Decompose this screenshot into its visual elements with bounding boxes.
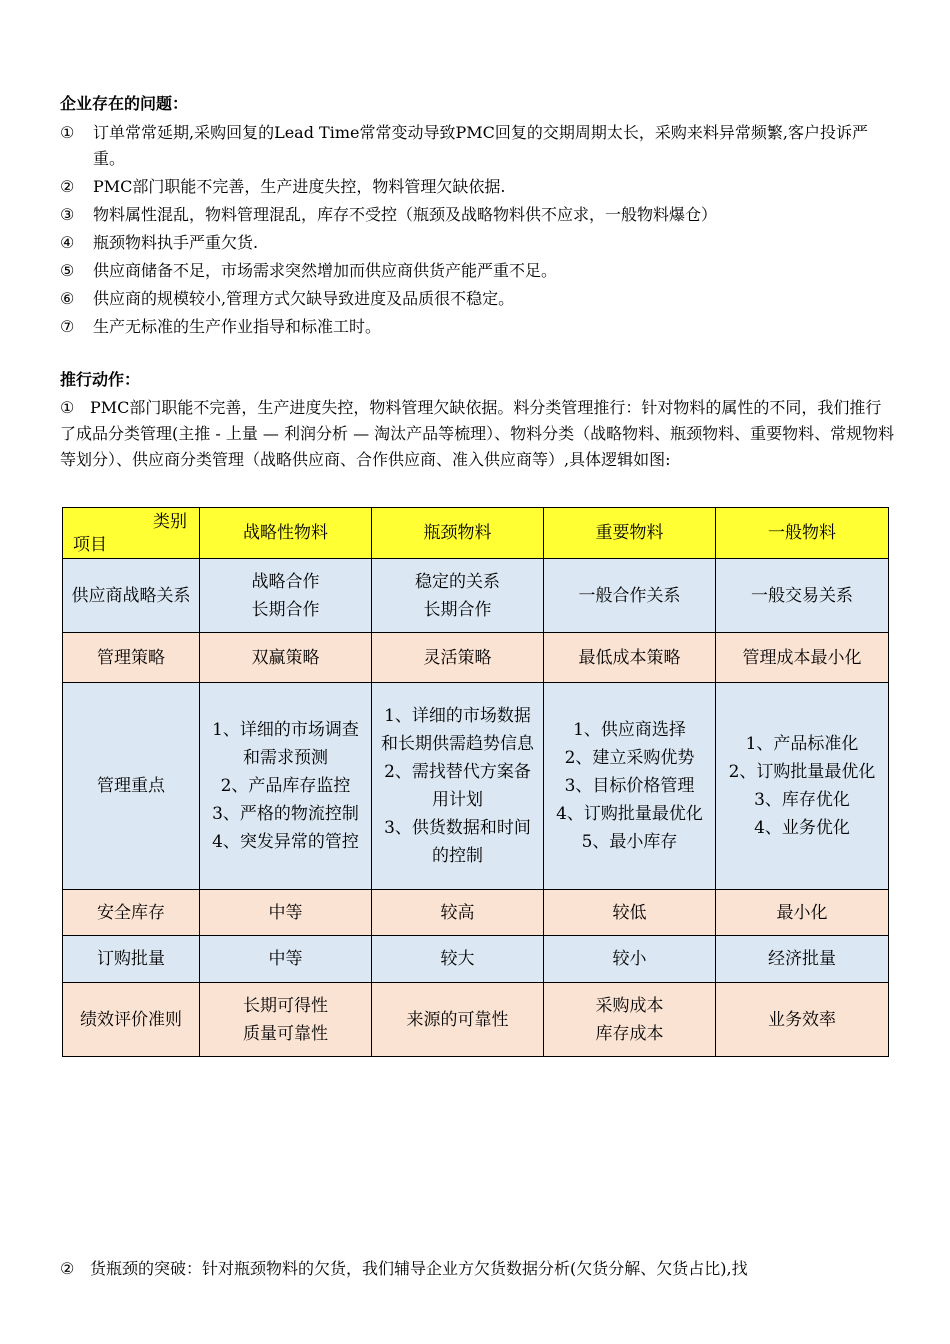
table-cell: 管理成本最小化 xyxy=(716,633,889,683)
list-item xyxy=(60,230,895,256)
cell-line: 4、订购批量最优化 xyxy=(556,804,703,824)
list-text: 物料属性混乱，物料管理混乱，库存不受控（瓶颈及战略物料供不应求，一般物料爆仓） xyxy=(93,205,718,224)
actions-heading: 推行动作： xyxy=(60,370,141,389)
table-row xyxy=(63,983,889,1057)
row-label: 管理策略 xyxy=(63,633,200,683)
column-header: 瓶颈物料 xyxy=(372,508,544,559)
list-number: ① xyxy=(60,123,75,142)
list-number: ④ xyxy=(60,233,75,252)
table-row xyxy=(63,890,889,936)
table-row xyxy=(63,559,889,633)
list-item xyxy=(60,314,895,340)
table-cell: 最小化 xyxy=(716,890,889,936)
list-number: ② xyxy=(60,177,75,196)
cell-line: 4、突发异常的管控 xyxy=(212,832,359,852)
table-row xyxy=(63,683,889,890)
table-cell xyxy=(544,983,716,1057)
cell-line: 3、库存优化 xyxy=(754,790,850,810)
list-number: ⑥ xyxy=(60,289,75,308)
list-item xyxy=(60,202,895,228)
table-cell: 较小 xyxy=(544,936,716,983)
action-paragraph-1 xyxy=(60,395,895,473)
table-cell: 经济批量 xyxy=(716,936,889,983)
list-text: 订单常常延期,采购回复的Lead Time常常变动导致PMC回复的交期周期太长，采购来料异常频繁,客户投诉严重。 xyxy=(93,123,868,168)
list-item xyxy=(60,286,895,312)
table-cell xyxy=(372,559,544,633)
row-label: 管理重点 xyxy=(63,683,200,890)
cell-line: 长期合作 xyxy=(423,599,492,620)
list-text: PMC部门职能不完善，生产进度失控，物料管理欠缺依据. xyxy=(93,177,506,196)
cell-line: 战略合作 xyxy=(251,571,320,592)
list-text: 供应商的规模较小,管理方式欠缺导致进度及品质很不稳定。 xyxy=(93,289,515,308)
problems-heading: 企业存在的问题： xyxy=(60,94,189,113)
table-cell: 双赢策略 xyxy=(200,633,372,683)
table-cell xyxy=(716,559,889,633)
cell-line: 1、详细的市场数据和长期供需趋势信息 xyxy=(381,706,534,754)
table-row xyxy=(63,633,889,683)
list-number: ③ xyxy=(60,205,75,224)
cell-line: 业务效率 xyxy=(768,1009,836,1030)
list-item xyxy=(60,120,895,172)
material-classification-table xyxy=(62,507,889,1057)
cell-line: 一般交易关系 xyxy=(751,585,853,606)
cell-line: 4、业务优化 xyxy=(754,818,850,838)
list-text: 供应商储备不足，市场需求突然增加而供应商供货产能严重不足。 xyxy=(93,261,558,280)
cell-line: 库存成本 xyxy=(595,1023,664,1044)
cell-line: 1、供应商选择 xyxy=(573,720,686,740)
action-paragraph-2 xyxy=(60,1256,895,1282)
cell-line: 5、最小库存 xyxy=(581,832,678,852)
corner-header-cell xyxy=(63,508,200,559)
table-cell: 较低 xyxy=(544,890,716,936)
table-cell: 最低成本策略 xyxy=(544,633,716,683)
cell-line: 2、产品库存监控 xyxy=(220,776,351,796)
cell-line: 一般合作关系 xyxy=(578,585,681,606)
table-cell xyxy=(716,983,889,1057)
list-item xyxy=(60,258,895,284)
cell-line: 2、订购批量最优化 xyxy=(728,762,876,782)
problems-list xyxy=(60,120,895,342)
cell-line: 1、产品标准化 xyxy=(745,734,859,754)
row-label: 供应商战略关系 xyxy=(63,559,200,633)
cell-line: 长期可得性 xyxy=(243,995,328,1016)
table-cell xyxy=(544,683,716,890)
column-header: 战略性物料 xyxy=(200,508,372,559)
table-cell: 灵活策略 xyxy=(372,633,544,683)
row-label: 绩效评价准则 xyxy=(63,983,200,1057)
table-cell xyxy=(716,683,889,890)
cell-line: 来源的可靠性 xyxy=(406,1009,509,1030)
cell-line: 3、目标价格管理 xyxy=(564,776,695,796)
list-number: ⑦ xyxy=(60,317,75,336)
table-header-row xyxy=(63,508,889,559)
column-header: 重要物料 xyxy=(544,508,716,559)
list-text: 瓶颈物料执手严重欠货. xyxy=(93,233,259,252)
cell-line: 3、供货数据和时间的控制 xyxy=(384,818,531,866)
cell-line: 1、详细的市场调查和需求预测 xyxy=(212,720,359,768)
list-item xyxy=(60,174,895,200)
cell-line: 采购成本 xyxy=(595,995,664,1016)
row-label: 订购批量 xyxy=(63,936,200,983)
table-cell xyxy=(200,683,372,890)
table-cell xyxy=(372,683,544,890)
cell-line: 长期合作 xyxy=(251,599,320,620)
cell-line: 2、建立采购优势 xyxy=(564,748,695,768)
table-cell: 较高 xyxy=(372,890,544,936)
list-number: ① xyxy=(60,398,75,417)
table-cell: 中等 xyxy=(200,890,372,936)
paragraph-text: 货瓶颈的突破：针对瓶颈物料的欠货，我们辅导企业方欠货数据分析(欠货分解、欠货占比),找 xyxy=(90,1259,748,1278)
paragraph-text: PMC部门职能不完善，生产进度失控，物料管理欠缺依据。料分类管理推行：针对物料的属性的不同，我们推行了成品分类管理(主推 - 上量 — 利润分析 — 淘汰产品等梳理）、物料分类（战略物料、瓶颈物料、重要物料、常规物料等划分）、供应商分类管理（战略供应商、合作供应商、准入供应商等）,具体逻辑如图: xyxy=(60,398,895,469)
list-text: 生产无标准的生产作业指导和标准工时。 xyxy=(93,317,382,336)
table-cell xyxy=(544,559,716,633)
corner-item-label: 项目 xyxy=(73,535,107,555)
list-number: ② xyxy=(60,1259,75,1278)
cell-line: 稳定的关系 xyxy=(415,571,500,592)
table-cell: 中等 xyxy=(200,936,372,983)
column-header: 一般物料 xyxy=(716,508,889,559)
cell-line: 2、需找替代方案备用计划 xyxy=(384,762,531,810)
table-cell xyxy=(200,559,372,633)
list-number: ⑤ xyxy=(60,261,75,280)
table-row xyxy=(63,936,889,983)
row-label: 安全库存 xyxy=(63,890,200,936)
cell-line: 3、严格的物流控制 xyxy=(212,804,359,824)
table-cell xyxy=(200,983,372,1057)
corner-category-label: 类别 xyxy=(153,512,187,532)
table-cell xyxy=(372,983,544,1057)
table-cell: 较大 xyxy=(372,936,544,983)
cell-line: 质量可靠性 xyxy=(243,1023,328,1044)
